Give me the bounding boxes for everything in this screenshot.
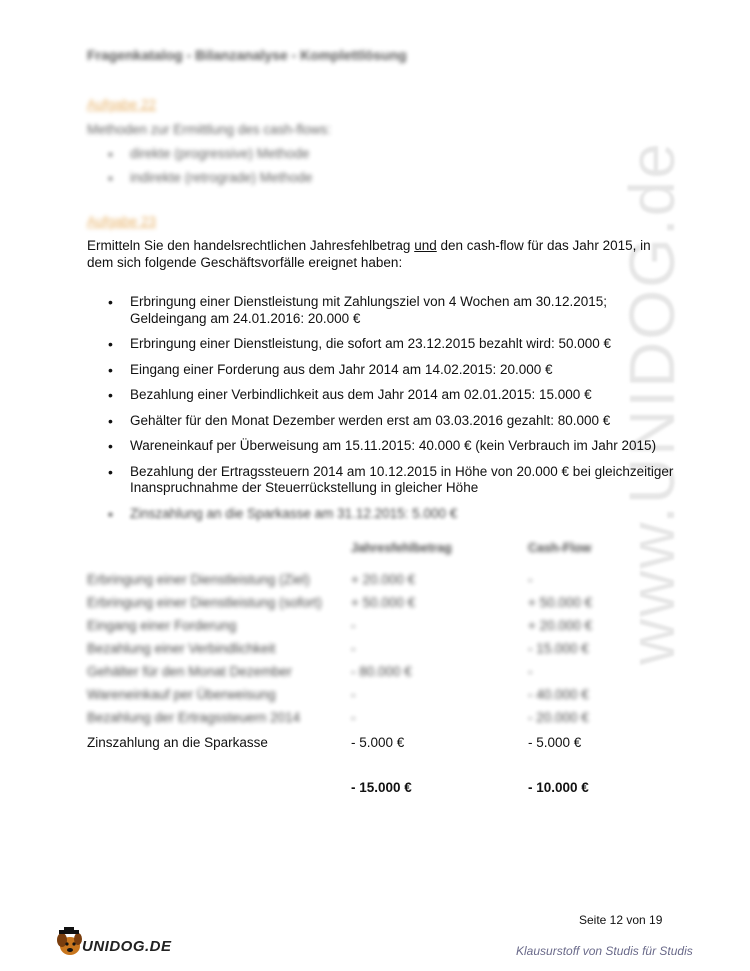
watermark-text: www.UNIDOG.de (616, 141, 688, 665)
row-fehlbetrag: - 5.000 € (351, 735, 405, 750)
transaction-item: • Wareneinkauf per Überweisung am 15.11.2015: 40.000 € (kein Verbrauch im Jahr 2015) (108, 438, 678, 455)
footer-tagline: Klausurstoff von Studis für Studis (516, 944, 693, 958)
row-label: Erbringung einer Dienstleistung (sofort) (87, 595, 322, 610)
intro-text: den cash-flow für das Jahr 2015, in dem sich folgende Geschäftsvorfälle ereignet haben: (87, 238, 651, 270)
row-cashflow: + 20.000 € (528, 618, 593, 633)
total-fehlbetrag: - 15.000 € (351, 780, 412, 795)
row-label: Gehälter für den Monat Dezember (87, 664, 292, 679)
table-row (87, 664, 647, 682)
row-label: Erbringung einer Dienstleistung (Ziel) (87, 572, 310, 587)
table-row (87, 595, 647, 613)
column-header-cashflow: Cash-Flow (528, 541, 592, 555)
transaction-item: • Gehälter für den Monat Dezember werden erst am 03.03.2016 gezahlt: 80.000 € (108, 413, 678, 430)
row-cashflow: - 20.000 € (528, 710, 589, 725)
row-label: Bezahlung einer Verbindlichkeit (87, 641, 276, 656)
row-cashflow: - (528, 572, 533, 587)
intro-text: Ermitteln Sie den handelsrechtlichen Jahresfehlbetrag (87, 238, 415, 253)
list-item: • direkte (progressive) Methode (108, 145, 312, 163)
transaction-item: • Zinszahlung an die Sparkasse am 31.12.2015: 5.000 € (108, 506, 678, 523)
totals-row (87, 780, 647, 798)
row-fehlbetrag: + 50.000 € (351, 595, 416, 610)
total-cashflow: - 10.000 € (528, 780, 589, 795)
row-fehlbetrag: - (351, 641, 356, 656)
row-label: Wareneinkauf per Überweisung (87, 687, 276, 702)
row-cashflow: - 40.000 € (528, 687, 589, 702)
dog-icon (52, 926, 86, 960)
transaction-item: • Erbringung einer Dienstleistung mit Zahlungsziel von 4 Wochen am 30.12.2015; Geldeingang am 24.01.2016: 20.000 € (108, 294, 678, 327)
table-row (87, 710, 647, 728)
table-row (87, 641, 647, 659)
row-fehlbetrag: - (351, 687, 356, 702)
intro-underlined: und (414, 238, 437, 253)
row-fehlbetrag: - 80.000 € (351, 664, 412, 679)
row-cashflow: + 50.000 € (528, 595, 593, 610)
page-number: Seite 12 von 19 (579, 913, 663, 927)
list-item: • indirekte (retrograde) Methode (108, 169, 312, 187)
row-label: Eingang einer Forderung (87, 618, 237, 633)
transaction-item: • Bezahlung einer Verbindlichkeit aus dem Jahr 2014 am 02.01.2015: 15.000 € (108, 387, 678, 404)
table-row (87, 572, 647, 590)
task23-heading: Aufgabe 23 (87, 214, 157, 229)
table-row (87, 687, 647, 705)
task22-description: Methoden zur Ermittlung des cash-flows: (87, 122, 331, 137)
logo-text: UNIDOG.DE (82, 938, 172, 955)
table-row (87, 618, 647, 636)
row-cashflow: - 15.000 € (528, 641, 589, 656)
table-row (87, 735, 647, 753)
task23-intro (87, 238, 677, 271)
task22-heading: Aufgabe 22 (87, 97, 157, 112)
row-fehlbetrag: + 20.000 € (351, 572, 416, 587)
row-cashflow: - (528, 664, 533, 679)
column-header-fehlbetrag: Jahresfehlbetrag (351, 541, 452, 555)
transaction-item: • Eingang einer Forderung aus dem Jahr 2014 am 14.02.2015: 20.000 € (108, 362, 678, 379)
row-cashflow: - 5.000 € (528, 735, 582, 750)
transaction-item: • Bezahlung der Ertragssteuern 2014 am 10.12.2015 in Höhe von 20.000 € bei gleichzeitiger Inanspruchnahme der Steuerrückstellung in gleicher Höhe (108, 464, 678, 497)
row-fehlbetrag: - (351, 618, 356, 633)
unidog-logo (52, 926, 172, 960)
row-label: Zinszahlung an die Sparkasse (87, 735, 268, 750)
transaction-item: • Erbringung einer Dienstleistung, die sofort am 23.12.2015 bezahlt wird: 50.000 € (108, 336, 678, 353)
task22-method-list (108, 145, 312, 193)
document-title: Fragenkatalog - Bilanzanalyse - Komplettlösung (87, 47, 407, 63)
row-fehlbetrag: - (351, 710, 356, 725)
transactions-list (108, 294, 678, 531)
row-label: Bezahlung der Ertragssteuern 2014 (87, 710, 301, 725)
